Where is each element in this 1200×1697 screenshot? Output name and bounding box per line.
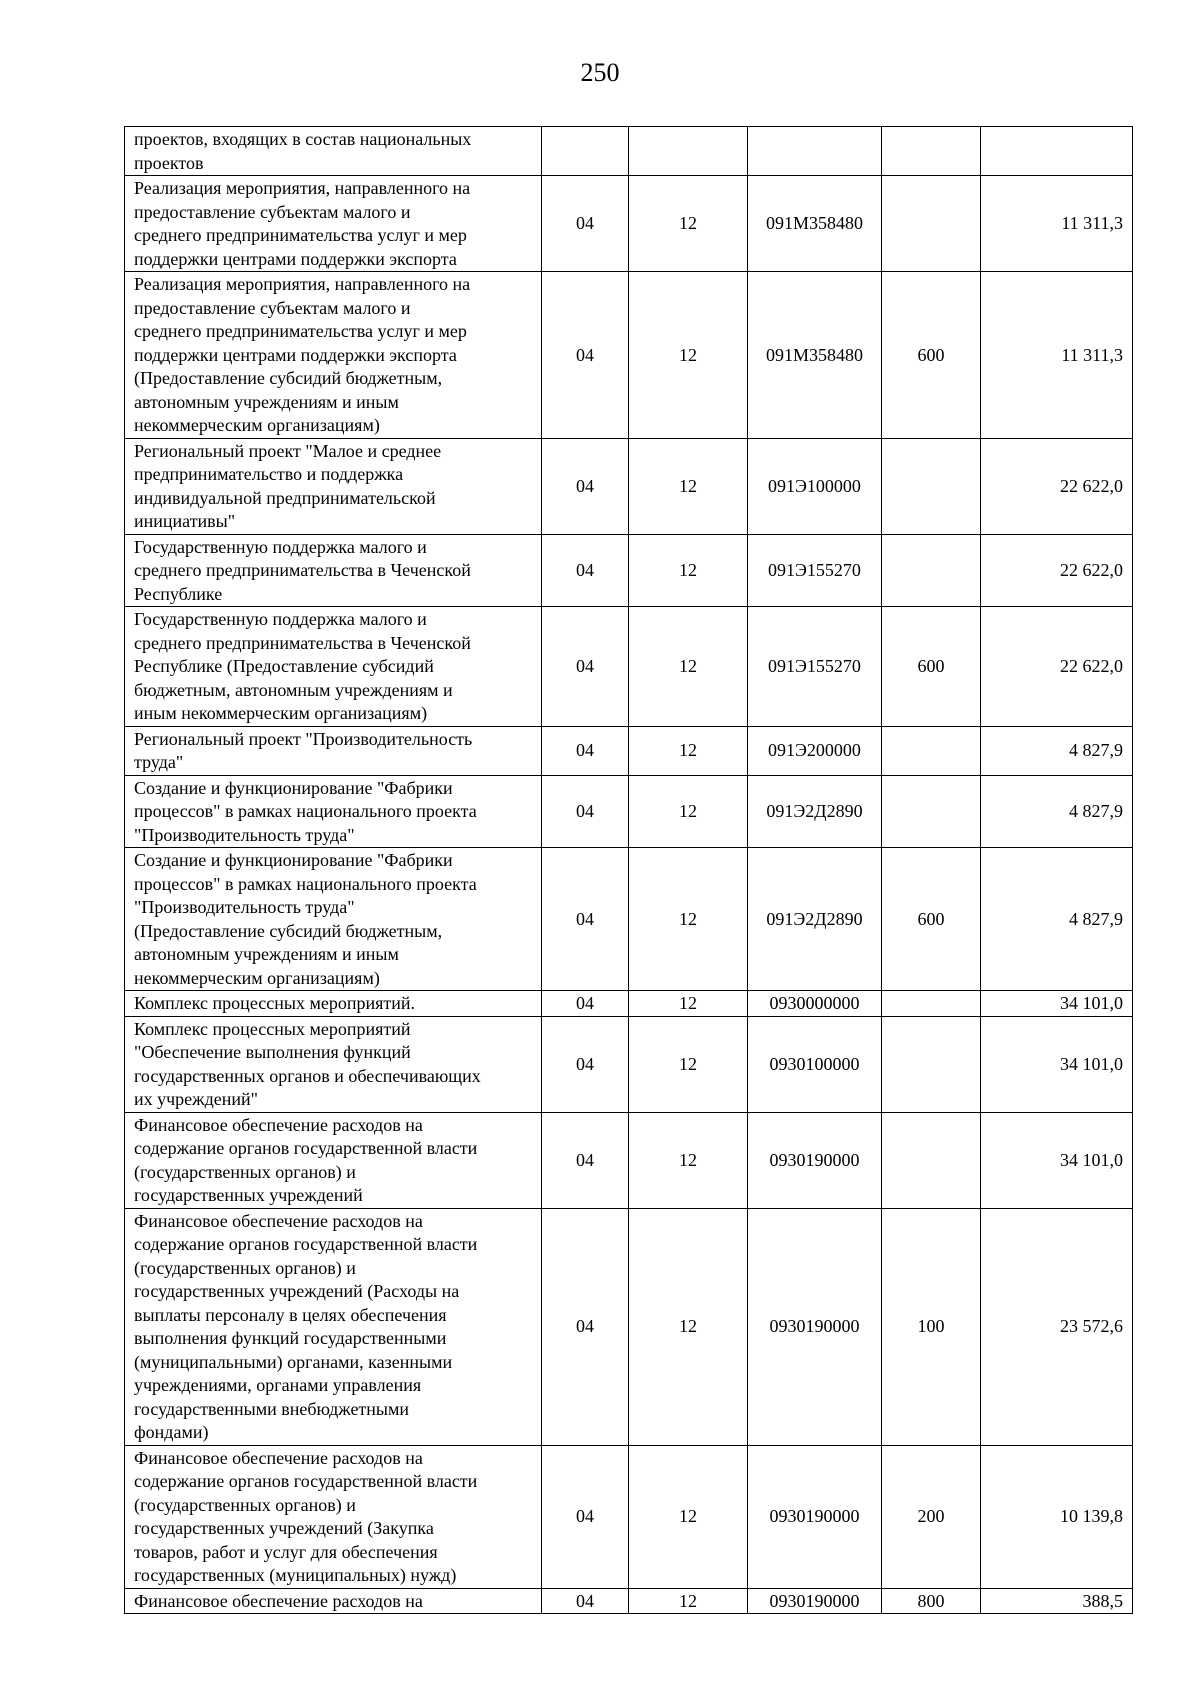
item-name-line: процессов" в рамках национального проекта [134,873,477,894]
table-row [125,991,1133,1017]
amount-cell: 22 622,0 [981,607,1133,727]
section-code-cell [542,127,629,176]
item-name-line: Республике [134,583,223,604]
subsection-code-cell: 12 [629,607,748,727]
item-name-cell [125,848,542,991]
table-row [125,607,1133,727]
table-row [125,438,1133,534]
subsection-code-cell: 12 [629,534,748,607]
table-row [125,127,1133,176]
expense-type-cell: 600 [882,272,981,439]
item-name-line: Создание и функционирование "Фабрики [134,777,453,798]
expense-type-cell [882,775,981,848]
subsection-code-cell: 12 [629,1445,748,1588]
budget-table-body [125,127,1133,1614]
target-article-cell: 091Э155270 [748,534,882,607]
item-name-line: автономным учреждениям и иным [134,391,399,412]
item-name-line: предпринимательство и поддержка [134,464,404,484]
item-name-line: автономным учреждениям и иным [134,944,399,964]
table-row [125,848,1133,991]
target-article-cell: 091Э100000 [748,438,882,534]
section-code-cell: 04 [542,1016,629,1112]
expense-type-cell: 100 [882,1208,981,1445]
item-name-line: Региональный проект "Малое и среднее [134,440,442,461]
section-code-cell: 04 [542,726,629,775]
subsection-code-cell: 12 [629,1588,748,1614]
item-name-line: (Предоставление субсидий бюджетным, [134,920,443,941]
item-name-line: Финансовое обеспечение расходов на [134,1447,423,1468]
item-name-cell [125,534,542,607]
section-code-cell: 04 [542,534,629,607]
item-name-cell [125,726,542,775]
item-name-cell [125,1016,542,1112]
section-code-cell: 04 [542,1112,629,1208]
target-article-cell [748,127,882,176]
amount-cell: 22 622,0 [981,534,1133,607]
item-name-line: Республике (Предоставление субсидий [134,656,434,676]
table-row [125,272,1133,439]
item-name-line: предоставление субъектам малого и [134,297,411,318]
item-name-line: товаров, работ и услуг для обеспечения [134,1541,438,1562]
target-article-cell: 0930190000 [748,1445,882,1588]
subsection-code-cell: 12 [629,1208,748,1445]
item-name-line: индивидуальной предпринимательской [134,487,436,508]
subsection-code-cell: 12 [629,775,748,848]
item-name-line: среднего предпринимательства в Чеченской [134,632,471,653]
item-name-line: содержание органов государственной власти [134,1234,478,1254]
expense-type-cell: 600 [882,607,981,727]
section-code-cell: 04 [542,176,629,272]
item-name-line: (Предоставление субсидий бюджетным, [134,368,443,388]
amount-cell: 10 139,8 [981,1445,1133,1588]
subsection-code-cell: 12 [629,438,748,534]
amount-cell: 4 827,9 [981,775,1133,848]
expense-type-cell: 800 [882,1588,981,1614]
item-name-line: бюджетным, автономным учреждениям и [134,679,453,700]
amount-cell: 4 827,9 [981,726,1133,775]
item-name-line: Государственную поддержка малого и [134,609,427,629]
subsection-code-cell: 12 [629,991,748,1017]
item-name-line: Финансовое обеспечение расходов на [134,1114,423,1135]
subsection-code-cell: 12 [629,272,748,439]
item-name-line: государственных учреждений (Закупка [134,1518,434,1538]
table-row [125,534,1133,607]
section-code-cell: 04 [542,1588,629,1614]
item-name-line: (государственных органов) и [134,1161,356,1182]
amount-cell: 388,5 [981,1588,1133,1614]
item-name-line: Реализация мероприятия, направленного на [134,178,471,198]
table-row [125,176,1133,272]
item-name-line: выполнения функций государственными [134,1328,447,1348]
amount-cell: 23 572,6 [981,1208,1133,1445]
expense-type-cell [882,1112,981,1208]
item-name-line: государственных учреждений (Расходы на [134,1281,460,1301]
section-code-cell: 04 [542,1208,629,1445]
item-name-line: некоммерческим организациям) [134,967,380,988]
item-name-line: труда" [134,752,184,772]
table-row [125,1445,1133,1588]
item-name-cell [125,272,542,439]
expense-type-cell: 600 [882,848,981,991]
item-name-line: выплаты персоналу в целях обеспечения [134,1304,447,1325]
item-name-line: проектов, входящих в состав национальных [134,129,472,149]
subsection-code-cell: 12 [629,726,748,775]
item-name-line: проектов [134,152,204,173]
item-name-line: процессов" в рамках национального проекта [134,801,477,821]
section-code-cell: 04 [542,272,629,439]
item-name-line: Комплекс процессных мероприятий. [134,993,416,1013]
table-row [125,1588,1133,1614]
target-article-cell: 091Э2Д2890 [748,848,882,991]
item-name-line: "Производительность труда" [134,897,355,917]
amount-cell: 34 101,0 [981,991,1133,1017]
expense-type-cell [882,726,981,775]
item-name-line: "Обеспечение выполнения функций [134,1042,411,1062]
expense-type-cell [882,534,981,607]
subsection-code-cell: 12 [629,176,748,272]
amount-cell: 11 311,3 [981,272,1133,439]
item-name-line: государственных (муниципальных) нужд) [134,1565,457,1585]
target-article-cell: 091М358480 [748,272,882,439]
subsection-code-cell: 12 [629,1112,748,1208]
item-name-line: среднего предпринимательства услуг и мер [134,321,467,341]
item-name-line: (государственных органов) и [134,1257,356,1278]
expense-type-cell [882,438,981,534]
item-name-line: учреждениями, органами управления [134,1375,422,1395]
expense-type-cell: 200 [882,1445,981,1588]
target-article-cell: 0930190000 [748,1588,882,1614]
item-name-cell [125,607,542,727]
target-article-cell: 0930000000 [748,991,882,1017]
amount-cell: 34 101,0 [981,1112,1133,1208]
item-name-cell [125,438,542,534]
target-article-cell: 0930190000 [748,1112,882,1208]
item-name-cell [125,1112,542,1208]
item-name-cell [125,775,542,848]
section-code-cell: 04 [542,438,629,534]
item-name-line: предоставление субъектам малого и [134,201,411,222]
budget-table [124,126,1133,1614]
item-name-line: Комплекс процессных мероприятий [134,1018,411,1039]
item-name-line: содержание органов государственной власти [134,1471,478,1491]
expense-type-cell [882,991,981,1017]
item-name-line: государственных органов и обеспечивающих [134,1065,481,1086]
expense-type-cell [882,1016,981,1112]
item-name-line: (государственных органов) и [134,1494,356,1515]
amount-cell: 4 827,9 [981,848,1133,991]
item-name-line: иным некоммерческим организациям) [134,703,428,723]
amount-cell: 34 101,0 [981,1016,1133,1112]
item-name-line: (муниципальными) органами, казенными [134,1351,453,1372]
target-article-cell: 091Э200000 [748,726,882,775]
amount-cell: 22 622,0 [981,438,1133,534]
item-name-cell [125,1588,542,1614]
item-name-line: поддержки центрами поддержки экспорта [134,248,457,269]
target-article-cell: 091М358480 [748,176,882,272]
item-name-line: государственных учреждений [134,1185,363,1205]
item-name-line: среднего предпринимательства в Чеченской [134,560,471,580]
subsection-code-cell [629,127,748,176]
table-row [125,775,1133,848]
item-name-line: поддержки центрами поддержки экспорта [134,344,457,365]
target-article-cell: 0930190000 [748,1208,882,1445]
item-name-line: Государственную поддержка малого и [134,536,427,557]
amount-cell: 11 311,3 [981,176,1133,272]
section-code-cell: 04 [542,848,629,991]
table-row [125,726,1133,775]
expense-type-cell [882,176,981,272]
item-name-line: их учреждений" [134,1089,259,1109]
section-code-cell: 04 [542,775,629,848]
item-name-line: Финансовое обеспечение расходов на [134,1210,423,1231]
section-code-cell: 04 [542,991,629,1017]
item-name-line: Реализация мероприятия, направленного на [134,274,471,294]
table-row [125,1112,1133,1208]
section-code-cell: 04 [542,607,629,727]
item-name-line: Региональный проект "Производительность [134,728,473,749]
item-name-line: среднего предпринимательства услуг и мер [134,225,467,245]
item-name-cell [125,127,542,176]
page-number: 250 [580,58,620,87]
item-name-cell [125,991,542,1017]
item-name-cell [125,176,542,272]
item-name-line: Создание и функционирование "Фабрики [134,850,453,870]
target-article-cell: 0930100000 [748,1016,882,1112]
table-row [125,1208,1133,1445]
expense-type-cell [882,127,981,176]
item-name-line: государственными внебюджетными [134,1398,410,1419]
item-name-line: инициативы" [134,511,236,531]
target-article-cell: 091Э155270 [748,607,882,727]
item-name-line: содержание органов государственной власти [134,1138,478,1158]
amount-cell [981,127,1133,176]
item-name-cell [125,1208,542,1445]
section-code-cell: 04 [542,1445,629,1588]
item-name-line: фондами) [134,1422,209,1442]
table-row [125,1016,1133,1112]
item-name-line: Финансовое обеспечение расходов на [134,1590,423,1611]
item-name-line: некоммерческим организациям) [134,415,380,435]
subsection-code-cell: 12 [629,848,748,991]
item-name-cell [125,1445,542,1588]
item-name-line: "Производительность труда" [134,824,355,845]
subsection-code-cell: 12 [629,1016,748,1112]
target-article-cell: 091Э2Д2890 [748,775,882,848]
